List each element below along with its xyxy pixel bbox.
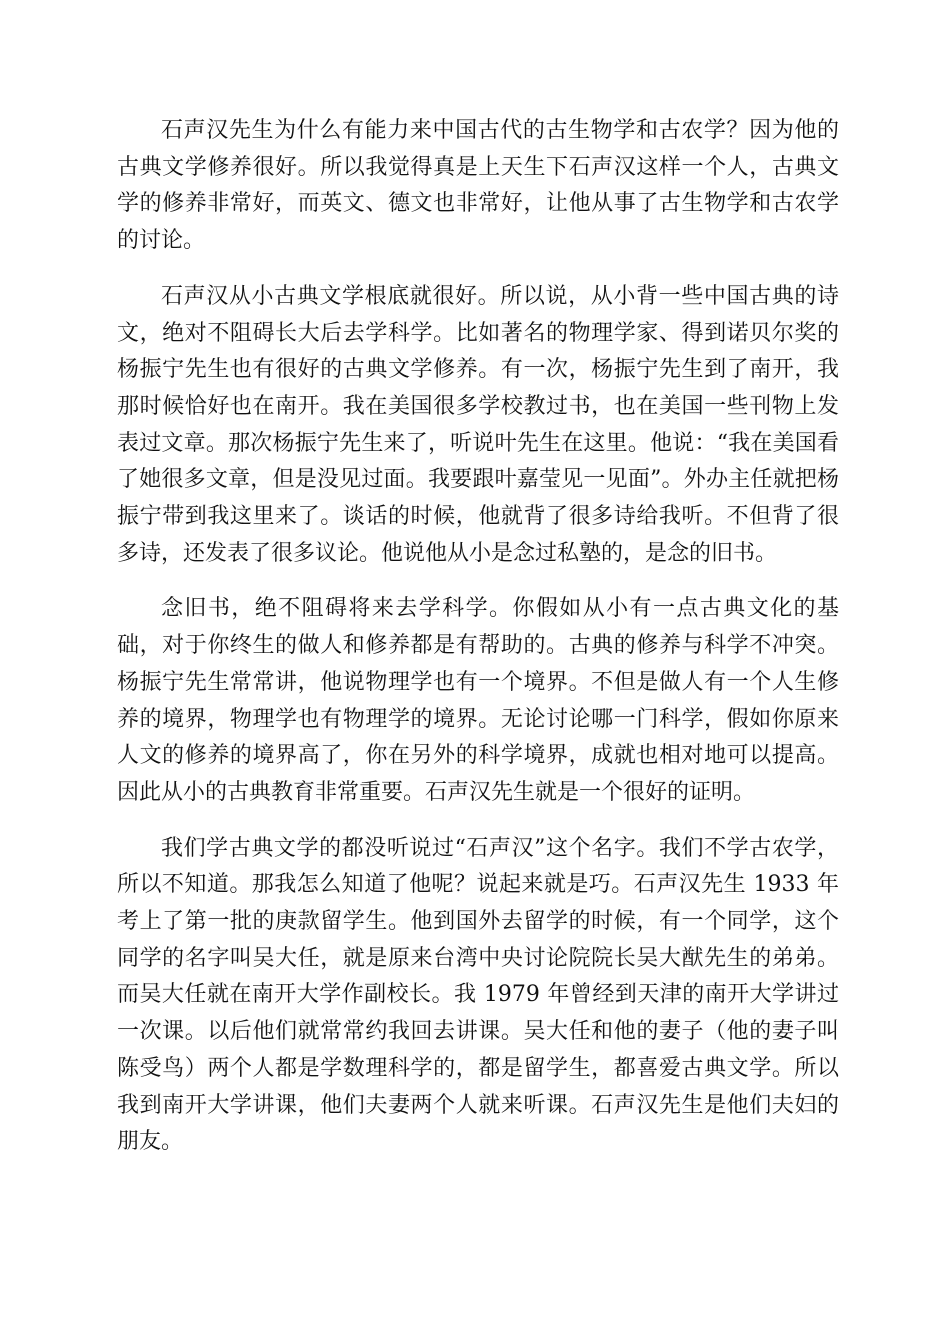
- document-body: [117, 113, 839, 1180]
- paragraph-2: 石声汉从小古典文学根底就很好。所以说，从小背一些中国古典的诗文，绝对不阻碍长大后去学科学。比如著名的物理学家、得到诺贝尔奖的杨振宁先生也有很好的古典文学修养。有一次，杨振宁先生到了南开，我那时候恰好也在南开。我在美国很多学校教过书，也在美国一些刊物上发表过文章。那次杨振宁先生来了，听说叶先生在这里。他说：“我在美国看了她很多文章，但是没见过面。我要跟叶嘉莹见一见面”。外办主任就把杨振宁带到我这里来了。谈话的时候，他就背了很多诗给我听。不但背了很多诗，还发表了很多议论。他说他从小是念过私塾的，是念的旧书。: [117, 283, 839, 566]
- paragraph-3: 念旧书，绝不阻碍将来去学科学。你假如从小有一点古典文化的基础，对于你终生的做人和修养都是有帮助的。古典的修养与科学不冲突。杨振宁先生常常讲，他说物理学也有一个境界。不但是做人有一个人生修养的境界，物理学也有物理学的境界。无论讨论哪一门科学，假如你原来人文的修养的境界高了，你在另外的科学境界，成就也相对地可以提高。因此从小的古典教育非常重要。石声汉先生就是一个很好的证明。: [117, 596, 839, 805]
- paragraph-1: 石声汉先生为什么有能力来中国古代的古生物学和古农学？因为他的古典文学修养很好。所以我觉得真是上天生下石声汉这样一个人，古典文学的修养非常好，而英文、德文也非常好，让他从事了古生物学和古农学的讨论。: [117, 118, 839, 254]
- paragraph-4: 我们学古典文学的都没听说过“石声汉”这个名字。我们不学古农学，所以不知道。那我怎么知道了他呢？说起来就是巧。石声汉先生 1933 年考上了第一批的庚款留学生。他到国外去留学的时候，有一个同学，这个同学的名字叫吴大任，就是原来台湾中央讨论院院长吴大猷先生的弟弟。而吴大任就在南开大学作副校长。我 1979 年曾经到天津的南开大学讲过一次课。以后他们就常常约我回去讲课。吴大任和他的妻子（他的妻子叫陈受鸟）两个人都是学数理科学的，都是留学生，都喜爱古典文学。所以我到南开大学讲课，他们夫妻两个人就来听课。石声汉先生是他们夫妇的朋友。: [117, 835, 839, 1155]
